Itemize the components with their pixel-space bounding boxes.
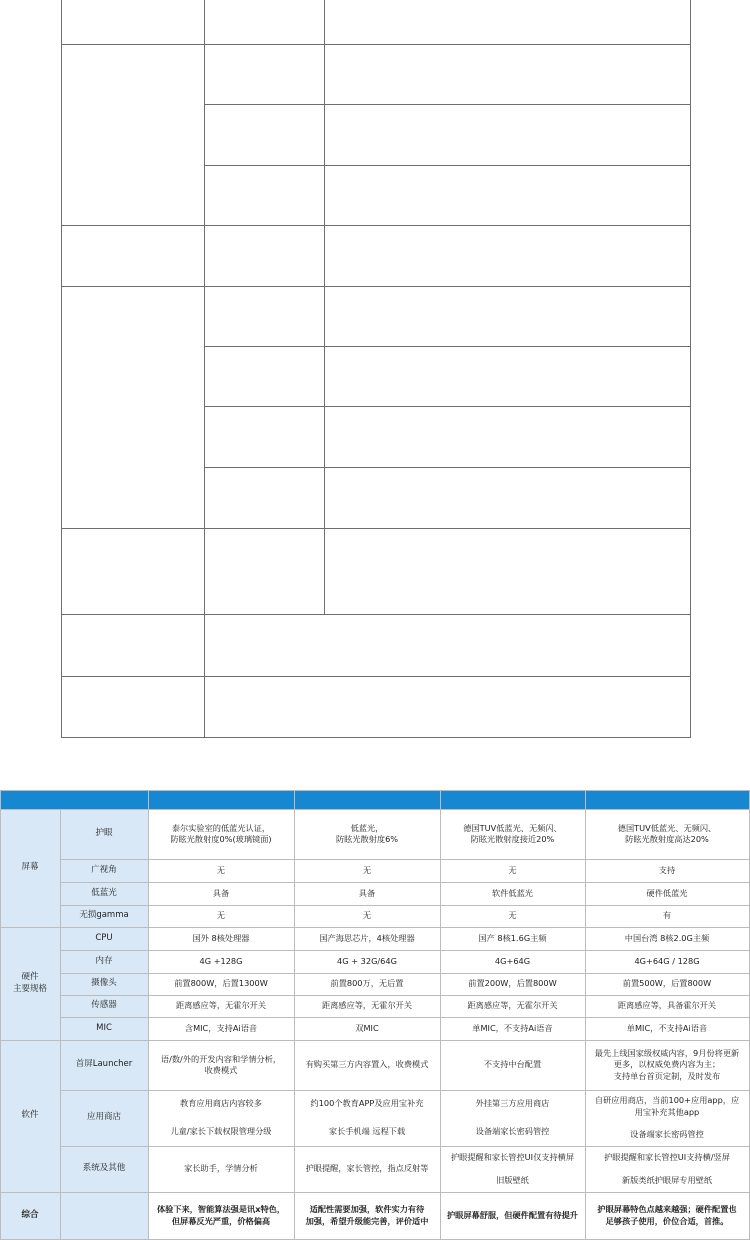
cell-value: 语/数/外的开发内容和学情分析， 收费模式 — [148, 1040, 294, 1090]
grid-h — [60, 905, 750, 906]
column-header — [440, 790, 585, 809]
cell-value: 距离感应等，无霍尔开关 — [440, 995, 585, 1017]
grid-h — [0, 927, 750, 928]
cell-value: 4G+64G / 128G — [585, 950, 749, 973]
spec-value — [324, 406, 690, 467]
cell-value — [294, 1090, 440, 1146]
cell-value: 中国台湾 8核2.0G主频 — [585, 927, 749, 950]
grid-h — [60, 995, 750, 996]
group-label — [61, 528, 204, 614]
cell-value: 无 — [294, 859, 440, 882]
cell-value: 无 — [440, 905, 585, 927]
cell-value: 前置500W，后置800W — [585, 973, 749, 995]
column-header — [294, 790, 440, 809]
grid-h — [60, 1146, 750, 1147]
cell-value: 4G +128G — [148, 950, 294, 973]
grid-h — [60, 950, 750, 951]
grid-h — [60, 973, 750, 974]
border-right — [690, 0, 691, 738]
cell-line: 家长手机端 远程下载 — [328, 1126, 406, 1137]
cell-value — [440, 1146, 585, 1192]
category-cell: 软件 — [0, 1040, 60, 1192]
cell-value: 护眼提醒，家长管控，指点反射等 — [294, 1146, 440, 1192]
cell-value: 德国TUV低蓝光、无频闪、 防眩光散射度接近20% — [440, 809, 585, 859]
cell-value: 含MIC，支持Ai语音 — [148, 1017, 294, 1040]
cell-value: 单MIC，不支持Ai语音 — [440, 1017, 585, 1040]
cell-value: 无 — [440, 859, 585, 882]
cell-value: 最先上线国家级权威内容，9月份将更新 更多，以权威免费内容为主； 支持单台首页定制，及时发布 — [585, 1040, 749, 1090]
category-cell: 硬件 主要规格 — [0, 927, 60, 1040]
grid-h — [0, 809, 750, 810]
cell-value: 有 — [585, 905, 749, 927]
column-header — [148, 790, 294, 809]
spec-value — [324, 346, 690, 406]
cell-value: 距离感应等，无霍尔开关 — [294, 995, 440, 1017]
cell-line: 护眼提醒和家长管控UI支持横/竖屏 — [604, 1151, 730, 1162]
cell-value: 国产海思芯片，4核处理器 — [294, 927, 440, 950]
row-label: 传感器 — [60, 995, 148, 1017]
sub-label — [204, 528, 324, 614]
cell-value: 单MIC，不支持Ai语音 — [585, 1017, 749, 1040]
sub-label — [204, 104, 324, 165]
cell-value: 德国TUV低蓝光、无频闪、 防眩光散射度高达20% — [585, 809, 749, 859]
cell-value: 前置800W，后置1300W — [148, 973, 294, 995]
row-label: 护眼 — [60, 809, 148, 859]
cell-line: 旧版壁纸 — [496, 1174, 529, 1185]
spec-value — [324, 467, 690, 528]
cell-value: 前置800万，无后置 — [294, 973, 440, 995]
cell-line: 护眼提醒和家长管控UI仅支持横屏 — [450, 1151, 575, 1162]
group-label — [61, 0, 204, 44]
cell-value: 国外 8核处理器 — [148, 927, 294, 950]
cell-value: 前置200W，后置800W — [440, 973, 585, 995]
cell-value: 有购买第三方内容置入，收费模式 — [294, 1040, 440, 1090]
group-label — [61, 676, 204, 737]
cell-value: 硬件低蓝光 — [585, 882, 749, 905]
cell-line: 设备端家长密码管控 — [630, 1129, 704, 1140]
group-label — [61, 614, 204, 676]
cell-line: 儿童/家长下载权限管理分级 — [170, 1126, 272, 1137]
group-label — [61, 225, 204, 528]
cell-value: 软件低蓝光 — [440, 882, 585, 905]
row-label: 无损gamma — [60, 905, 148, 927]
cell-value: 不支持中台配置 — [440, 1040, 585, 1090]
row-label — [60, 1192, 148, 1239]
spec-value — [324, 528, 690, 614]
spec-value — [324, 165, 690, 225]
spec-value — [324, 0, 690, 44]
spec-value — [324, 104, 690, 165]
grid-v — [60, 809, 61, 1239]
spec-value — [204, 614, 690, 676]
row-label: 广视角 — [60, 859, 148, 882]
cell-line: 约100个教育APP及应用宝补充 — [310, 1098, 424, 1109]
cell-value: 距离感应等，具备霍尔开关 — [585, 995, 749, 1017]
cell-value — [148, 1090, 294, 1146]
cell-value: 距离感应等，无霍尔开关 — [148, 995, 294, 1017]
sub-label — [204, 165, 324, 225]
grid-h — [60, 859, 750, 860]
cell-line: 设备端家长密码管控 — [475, 1126, 550, 1137]
category-cell: 综合 — [0, 1192, 60, 1239]
cell-value: 具备 — [148, 882, 294, 905]
grid-h — [0, 1192, 750, 1193]
cell-value: 支持 — [585, 859, 749, 882]
grid-v — [440, 790, 441, 1239]
cell-line: 外挂第三方应用商店 — [475, 1098, 550, 1109]
cell-value: 体验下来，智能算法强是讯x特色， 但屏幕反光严重，价格偏高 — [148, 1192, 294, 1239]
cell-value — [585, 1146, 749, 1192]
spec-value — [324, 44, 690, 104]
cell-line: 教育应用商店内容较多 — [180, 1098, 262, 1109]
cell-line: 自研应用商店，当前100+应用app，应 用宝补充其他app — [594, 1095, 740, 1117]
grid-v — [294, 790, 295, 1239]
cell-line: 新版类纸护眼屏专用壁纸 — [621, 1174, 713, 1185]
row-label: 摄像头 — [60, 973, 148, 995]
grid-v — [0, 790, 1, 1239]
cell-value: 4G + 32G/64G — [294, 950, 440, 973]
cell-value: 低蓝光， 防眩光散射度6% — [294, 809, 440, 859]
cell-value: 无 — [148, 905, 294, 927]
group-label — [61, 165, 204, 225]
cell-value: 具备 — [294, 882, 440, 905]
grid-h — [0, 1040, 750, 1041]
row-label: MIC — [60, 1017, 148, 1040]
row-label: 低蓝光 — [60, 882, 148, 905]
column-header — [0, 790, 148, 809]
sub-label — [204, 286, 324, 346]
cell-value: 无 — [148, 859, 294, 882]
row-label: 系统及其他 — [60, 1146, 148, 1192]
spec-value — [324, 286, 690, 346]
sub-label — [204, 0, 324, 44]
cell-value: 4G+64G — [440, 950, 585, 973]
cell-value: 家长助手，学情分析 — [148, 1146, 294, 1192]
row-label: CPU — [60, 927, 148, 950]
row-label: 内存 — [60, 950, 148, 973]
cell-value: 适配性需要加强，软件实力有待 加强，希望升级能完善，评价适中 — [294, 1192, 440, 1239]
grid-h — [60, 1090, 750, 1091]
grid-v — [148, 790, 149, 1239]
cell-value: 无 — [294, 905, 440, 927]
sub-label — [204, 225, 324, 286]
row-label: 首屏Launcher — [60, 1040, 148, 1090]
grid-h — [0, 790, 750, 791]
cell-value: 护眼屏幕特色点越来越强；硬件配置也 足够孩子使用，价位合适，首推。 — [585, 1192, 749, 1239]
grid-v — [585, 790, 586, 1239]
sub-label — [204, 44, 324, 104]
cell-value: 护眼屏幕舒服，但硬件配置有待提升 — [440, 1192, 585, 1239]
cell-value: 国产 8核1.6G主频 — [440, 927, 585, 950]
sub-label — [204, 346, 324, 528]
group-label — [61, 44, 204, 165]
row-border — [61, 737, 691, 738]
column-header — [585, 790, 749, 809]
cell-value — [585, 1090, 749, 1146]
grid-h — [60, 1017, 750, 1018]
cell-value — [440, 1090, 585, 1146]
grid-h — [60, 882, 750, 883]
cell-value: 双MIC — [294, 1017, 440, 1040]
spec-value — [204, 676, 690, 737]
row-label: 应用商店 — [60, 1090, 148, 1146]
cell-value: 泰尔实验室的低蓝光认证， 防眩光散射度0%(玻璃镜面) — [148, 809, 294, 859]
comparison-table — [0, 790, 750, 1226]
spec-value — [324, 225, 690, 286]
category-cell: 屏幕 — [0, 809, 60, 927]
